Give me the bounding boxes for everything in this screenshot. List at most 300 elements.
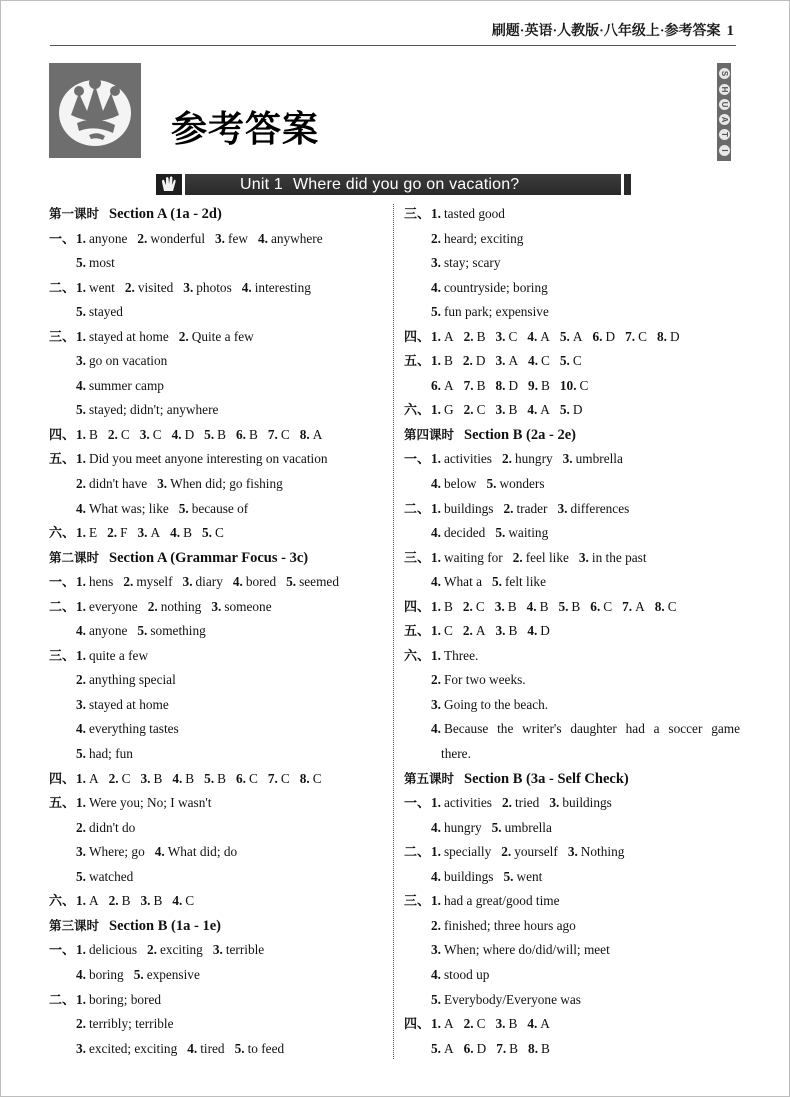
answer-item	[76, 374, 164, 399]
answer-text: Where; go	[88, 844, 145, 860]
question-number: 5.	[178, 500, 189, 516]
header-rule	[50, 45, 736, 46]
answer-row	[404, 521, 744, 546]
question-number: 5.	[76, 746, 86, 762]
question-number: 6.	[590, 598, 601, 614]
answer-text: C	[476, 402, 486, 418]
lesson-heading	[404, 767, 744, 792]
question-group-mark: 四、	[49, 427, 76, 443]
question-number: 2.	[76, 476, 86, 492]
answer-item	[76, 668, 176, 693]
answer-row	[49, 570, 384, 595]
answer-text: D	[605, 328, 616, 344]
question-number: 3.	[562, 451, 573, 467]
answer-item	[211, 595, 271, 620]
unit-banner-end	[624, 174, 631, 195]
answer-text: C	[476, 1016, 486, 1032]
answer-row	[404, 1037, 744, 1062]
answer-item	[187, 1037, 224, 1062]
question-number: 3.	[431, 696, 441, 712]
answer-text: A	[443, 1040, 454, 1056]
answer-row	[49, 349, 384, 374]
answer-text: buildings	[443, 868, 494, 884]
answer-text: activities	[443, 451, 492, 467]
answer-row	[49, 595, 384, 620]
question-number: 2.	[512, 549, 523, 565]
answer-item	[527, 325, 550, 350]
answer-item	[431, 521, 485, 546]
answer-item	[157, 472, 283, 497]
answer-item	[134, 963, 200, 988]
question-number: 3.	[431, 255, 441, 271]
question-number: 2.	[462, 353, 473, 369]
answer-text: anyone	[88, 623, 128, 639]
answer-item	[76, 938, 137, 963]
question-number: 2.	[147, 942, 157, 958]
answer-row	[49, 227, 384, 252]
question-number: 5.	[204, 770, 215, 786]
answer-text: fun park; expensive	[443, 304, 549, 320]
answer-item	[527, 1012, 550, 1037]
question-number: 5.	[495, 525, 506, 541]
answer-text: D	[184, 426, 195, 442]
answer-item	[233, 570, 276, 595]
answer-item	[170, 521, 192, 546]
answer-item	[579, 546, 647, 571]
question-number: 5.	[558, 598, 569, 614]
question-number: 4.	[431, 721, 441, 737]
answer-item	[76, 619, 127, 644]
question-number: 4.	[257, 230, 268, 246]
answer-item	[431, 300, 549, 325]
answer-item	[76, 276, 115, 301]
side-tab-letter: H	[719, 84, 730, 95]
question-number: 3.	[495, 1016, 506, 1032]
answer-text: C	[603, 598, 613, 614]
answer-text: C	[121, 770, 131, 786]
question-number: 1.	[76, 795, 86, 811]
answer-item	[495, 521, 548, 546]
answer-text: specially	[443, 844, 492, 860]
question-number: 3.	[76, 1040, 86, 1056]
answer-text: umbrella	[575, 451, 623, 467]
answer-text: boring	[88, 966, 124, 982]
question-number: 4.	[76, 377, 86, 393]
answer-text: B	[541, 377, 550, 393]
question-number: 5.	[201, 525, 212, 541]
question-number: 4.	[431, 868, 441, 884]
question-group-mark: 六、	[49, 526, 76, 542]
answer-row	[404, 717, 744, 742]
answer-item	[236, 423, 258, 448]
answer-text: A	[540, 402, 550, 418]
running-head-text: 刷题·英语·人教版·八年级上·参考答案	[491, 24, 721, 39]
answer-text: A	[443, 1016, 454, 1032]
answer-text: C	[152, 426, 162, 442]
answer-row	[404, 349, 744, 374]
answer-item	[463, 349, 486, 374]
question-number: 7.	[496, 1040, 507, 1056]
lesson-label: 第二课时	[49, 549, 100, 565]
answer-item	[560, 398, 583, 423]
question-number: 4.	[528, 353, 539, 369]
answer-row	[49, 644, 384, 669]
answer-text: C	[280, 426, 290, 442]
answer-row	[49, 325, 384, 350]
answer-item	[215, 227, 248, 252]
answer-text: A	[508, 353, 519, 369]
answer-item	[183, 570, 223, 595]
column-divider	[393, 204, 394, 1059]
question-number: 3.	[549, 795, 560, 811]
question-number: 2.	[463, 402, 474, 418]
answer-text: B	[507, 598, 517, 614]
answer-row	[49, 840, 384, 865]
answer-text: A	[88, 770, 99, 786]
answer-item	[431, 447, 492, 472]
running-head	[492, 20, 734, 40]
question-number: 4.	[431, 476, 441, 492]
answer-text: A	[88, 893, 99, 909]
question-number: 5.	[76, 868, 86, 884]
answer-text: below	[443, 476, 477, 492]
answer-row	[404, 963, 744, 988]
answer-text: D	[669, 328, 680, 344]
answer-text: B	[539, 598, 549, 614]
answer-row	[404, 202, 744, 227]
answer-row	[404, 816, 744, 841]
answer-item	[183, 276, 231, 301]
answer-item	[495, 325, 517, 350]
answer-item	[431, 693, 548, 718]
section-label: Section A (1a - 2d)	[109, 206, 222, 222]
answer-item	[549, 791, 611, 816]
answer-text: Going to the beach.	[443, 696, 549, 712]
answer-text: F	[120, 525, 128, 541]
answer-text: excited; exciting	[88, 1040, 178, 1056]
answer-item	[464, 374, 486, 399]
answer-item	[76, 865, 133, 890]
answer-text: B	[476, 328, 486, 344]
answer-text: go on vacation	[88, 353, 168, 369]
answer-row	[49, 693, 384, 718]
answer-text: D	[475, 353, 486, 369]
answer-item	[431, 791, 492, 816]
answer-row	[404, 914, 744, 939]
question-number: 4.	[527, 328, 538, 344]
question-number: 1.	[431, 647, 441, 663]
question-number: 5.	[431, 991, 441, 1007]
question-number: 1.	[431, 206, 441, 221]
answer-text: delicious	[88, 942, 137, 958]
answer-item	[123, 570, 172, 595]
side-tab	[717, 63, 731, 161]
answer-text: E	[88, 525, 98, 541]
answer-item	[464, 1012, 486, 1037]
answer-row	[49, 767, 384, 792]
lesson-label: 第四课时	[404, 426, 455, 442]
answer-text: hens	[88, 574, 114, 590]
question-number: 4.	[76, 623, 86, 639]
answer-item	[140, 767, 162, 792]
side-tab-letter: S	[719, 68, 730, 79]
question-number: 3.	[557, 500, 568, 516]
question-number: 5.	[204, 426, 215, 442]
answer-item	[431, 1037, 454, 1062]
answer-text: heard; exciting	[443, 230, 524, 246]
question-number: 4.	[154, 844, 165, 860]
question-number: 1.	[76, 991, 86, 1007]
answer-item	[76, 521, 97, 546]
question-number: 3.	[212, 942, 223, 958]
answer-item	[431, 595, 453, 620]
answer-text: hungry	[443, 819, 482, 835]
question-number: 3.	[431, 942, 441, 958]
answer-text: Three.	[443, 647, 479, 663]
answer-item	[495, 398, 517, 423]
answer-text: A	[540, 1016, 550, 1032]
question-number: 1.	[431, 353, 441, 369]
answer-text: yourself	[514, 844, 558, 860]
question-number: 1.	[76, 230, 86, 246]
question-number: 2.	[462, 623, 473, 639]
question-number: 4.	[187, 1040, 198, 1056]
answer-row	[49, 276, 384, 301]
answer-text: A	[540, 328, 550, 344]
question-number: 5.	[559, 353, 570, 369]
answer-row	[404, 374, 744, 399]
answer-text: didn't have	[88, 476, 148, 492]
answer-text: terribly; terrible	[88, 1016, 174, 1032]
answer-item	[109, 889, 131, 914]
answer-row	[404, 693, 744, 718]
question-group-mark: 一、	[404, 796, 431, 812]
answer-text: everyone	[88, 598, 138, 614]
question-number: 3.	[140, 770, 151, 786]
question-number: 5.	[486, 476, 497, 492]
question-number: 4.	[527, 1016, 538, 1032]
answer-text: What was; like	[88, 500, 169, 516]
question-number: 3.	[211, 598, 222, 614]
answer-text: photos	[196, 279, 232, 295]
question-group-mark: 五、	[404, 354, 431, 370]
answer-item	[431, 816, 482, 841]
question-number: 7.	[463, 377, 474, 393]
answer-item	[137, 227, 205, 252]
answer-item	[431, 889, 560, 914]
answer-text: A	[635, 598, 645, 614]
question-number: 8.	[654, 598, 665, 614]
answer-row	[49, 717, 384, 742]
question-number: 2.	[107, 426, 118, 442]
answer-item	[495, 1012, 517, 1037]
answer-item	[138, 521, 161, 546]
answer-row	[49, 447, 384, 472]
answer-item	[148, 595, 202, 620]
answer-text: finished; three hours ago	[443, 917, 576, 933]
answer-item	[76, 816, 135, 841]
question-number: 3.	[215, 230, 226, 246]
answer-text: went	[88, 279, 115, 295]
answer-text: B	[443, 598, 453, 614]
answer-row	[404, 398, 744, 423]
answer-item	[179, 497, 248, 522]
answer-item	[495, 595, 517, 620]
lesson-label: 第五课时	[404, 770, 455, 786]
answer-item	[140, 423, 162, 448]
answer-item	[155, 840, 237, 865]
answer-item	[560, 325, 583, 350]
answer-text: C	[185, 893, 195, 909]
answer-row	[404, 546, 744, 571]
answer-item	[179, 325, 254, 350]
answer-item	[560, 374, 589, 399]
answer-text: nothing	[160, 598, 202, 614]
question-number: 5.	[137, 623, 148, 639]
answer-text: A	[572, 328, 583, 344]
question-number: 4.	[431, 574, 441, 590]
answer-text: What did; do	[167, 844, 238, 860]
answer-item	[503, 865, 542, 890]
answer-item	[625, 325, 647, 350]
question-number: 2.	[178, 328, 189, 344]
question-number: 2.	[108, 893, 119, 909]
answer-item	[137, 619, 205, 644]
question-number: 1.	[431, 549, 441, 565]
answer-text: seemed	[299, 574, 339, 590]
lesson-label: 第一课时	[49, 206, 100, 221]
question-number: 8.	[528, 1040, 539, 1056]
answer-text: C	[541, 353, 550, 369]
question-number: 3.	[495, 353, 506, 369]
left-column	[49, 202, 384, 1061]
crown-icon	[49, 63, 141, 158]
answer-text: C	[249, 770, 258, 786]
question-number: 3.	[495, 623, 506, 639]
answer-text: everything tastes	[88, 721, 179, 737]
answer-text: to feed	[247, 1040, 285, 1056]
answer-item	[431, 546, 503, 571]
question-number: 4.	[171, 426, 182, 442]
answer-item	[76, 644, 148, 669]
answer-text: B	[508, 402, 518, 418]
question-group-mark: 二、	[49, 599, 76, 615]
question-number: 1.	[76, 525, 86, 541]
answer-text: exciting	[159, 942, 203, 958]
answer-item	[431, 325, 454, 350]
answer-text: few	[228, 230, 248, 246]
question-number: 5.	[491, 819, 502, 835]
page-number: 1	[726, 23, 734, 39]
right-column	[404, 202, 744, 1061]
answer-item	[204, 767, 226, 792]
answer-item	[464, 398, 486, 423]
answer-item	[431, 570, 482, 595]
question-number: 2.	[108, 770, 119, 786]
answer-item	[300, 423, 323, 448]
answer-item	[172, 767, 194, 792]
answer-item	[108, 423, 130, 448]
answer-item	[464, 1037, 487, 1062]
question-number: 5.	[503, 868, 514, 884]
answer-item	[76, 717, 179, 742]
answer-item	[560, 349, 582, 374]
answer-item	[568, 840, 625, 865]
question-number: 1.	[76, 893, 86, 909]
question-group-mark: 三、	[49, 329, 76, 345]
answer-item	[172, 889, 194, 914]
question-number: 2.	[147, 598, 158, 614]
answer-item	[109, 767, 131, 792]
answer-text: because of	[191, 500, 249, 516]
question-number: 5.	[431, 1040, 441, 1056]
question-number: 2.	[123, 574, 134, 590]
answer-item	[557, 497, 629, 522]
question-number: 3.	[139, 426, 150, 442]
answer-row	[404, 791, 744, 816]
answer-text: C	[475, 598, 485, 614]
question-number: 2.	[76, 672, 86, 688]
answer-item	[527, 595, 549, 620]
answer-text: C	[214, 525, 224, 541]
question-number: 7.	[625, 328, 636, 344]
answer-item	[503, 497, 547, 522]
answer-text: boring; bored	[88, 991, 161, 1007]
question-number: 5.	[559, 328, 570, 344]
answer-row	[49, 988, 384, 1013]
question-number: 3.	[567, 844, 578, 860]
answer-row	[49, 742, 384, 767]
question-number: 6.	[592, 328, 603, 344]
answer-item	[76, 791, 211, 816]
answer-text: D	[476, 1040, 487, 1056]
question-number: 1.	[76, 328, 86, 344]
question-number: 1.	[76, 279, 86, 295]
question-number: 4.	[76, 721, 86, 737]
answer-text: C	[443, 623, 453, 639]
question-number: 1.	[76, 574, 86, 590]
answer-item: there.	[441, 746, 471, 762]
question-number: 5.	[559, 402, 570, 418]
question-group-mark: 三、	[404, 550, 431, 566]
answer-item	[76, 742, 133, 767]
answer-row	[404, 472, 744, 497]
answer-item	[431, 963, 489, 988]
answer-text: stayed at home	[88, 328, 169, 344]
answer-item	[527, 619, 550, 644]
answer-item	[655, 595, 677, 620]
answer-row	[404, 251, 744, 276]
section-label: Section A (Grammar Focus - 3c)	[109, 549, 309, 566]
question-number: 4.	[527, 623, 538, 639]
question-number: 5.	[76, 255, 86, 271]
answer-row	[404, 840, 744, 865]
answer-text: Nothing	[580, 844, 625, 860]
answer-text: Quite a few	[191, 328, 254, 344]
answer-item	[431, 619, 453, 644]
answer-row	[49, 521, 384, 546]
question-number: 1.	[431, 500, 441, 516]
unit-title: Where did you go on vacation?	[293, 176, 520, 193]
question-number: 3.	[76, 844, 86, 860]
answer-item	[495, 374, 518, 399]
answer-item	[76, 840, 145, 865]
answer-row	[49, 497, 384, 522]
answer-text: decided	[443, 525, 486, 541]
answer-row	[404, 988, 744, 1013]
answer-item	[76, 423, 98, 448]
question-number: 1.	[76, 426, 86, 442]
